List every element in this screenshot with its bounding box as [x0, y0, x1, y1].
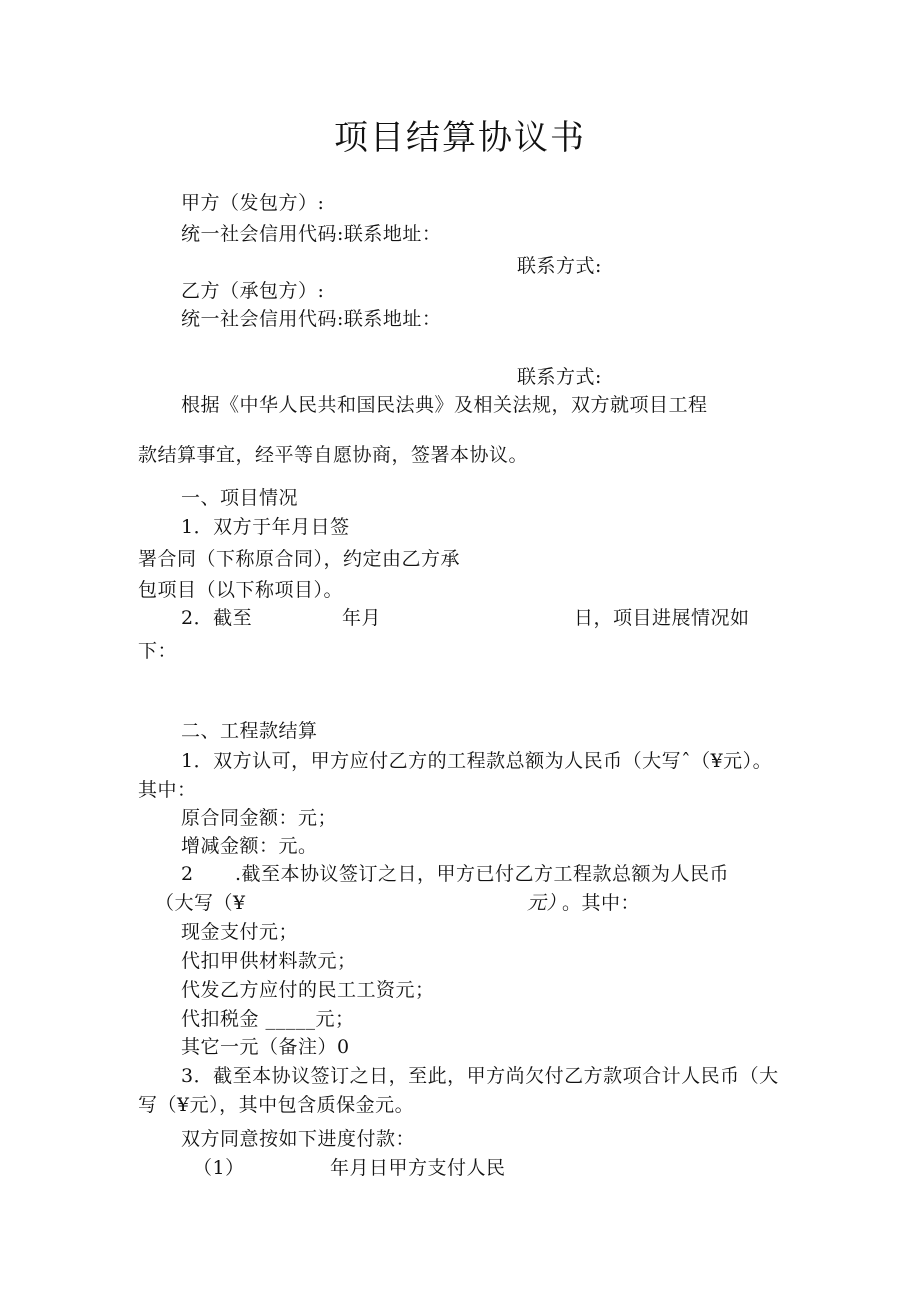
party-b-contact: 联系方式:: [517, 366, 602, 388]
section-1-item-2-line-2: 下：: [138, 640, 178, 662]
schedule-intro: 双方同意按如下进度付款：: [181, 1128, 416, 1150]
wages-payment: 代发乙方应付的民工工资元；: [181, 979, 435, 1001]
preamble-line-2: 款结算事宜，经平等自愿协商，签署本协议。: [138, 444, 529, 466]
section-1-item-1-line-3: 包项目（以下称项目）。: [138, 579, 344, 601]
materials-deduction: 代扣甲供材料款元；: [181, 950, 357, 972]
section-1-item-2-part-c: 日，项目进展情况如: [574, 607, 750, 629]
section-2-item-2-number: 2: [181, 863, 194, 885]
schedule-item-text: 年月日甲方支付人民: [330, 1157, 506, 1179]
party-a-label: 甲方（发包方）:: [181, 192, 325, 214]
section-2-heading: 二、工程款结算: [181, 720, 318, 742]
section-1-item-1-line-2: 署合同（下称原合同），约定由乙方承: [138, 548, 461, 570]
section-2-item-1-line-1: 1．双方认可，甲方应付乙方的工程款总额为人民币（大写ˆ（¥元）。: [181, 750, 773, 772]
other-payment: 其它一元（备注）0: [181, 1036, 350, 1058]
section-2-item-3-line-2: 写（¥元），其中包含质保金元。: [138, 1094, 415, 1116]
party-b-label: 乙方（承包方）:: [181, 280, 325, 302]
section-2-item-2-line-2-part-c: 。其中：: [562, 892, 641, 914]
original-contract-amount: 原合同金额：元；: [181, 807, 338, 829]
party-a-code-address: 统一社会信用代码:联系地址：: [181, 223, 442, 245]
section-1-heading: 一、项目情况: [181, 487, 299, 509]
change-amount: 增减金额：元。: [181, 835, 318, 857]
schedule-item-number: （1）: [193, 1157, 245, 1179]
section-2-item-2-line-1: .截至本协议签订之日，甲方已付乙方工程款总额为人民币: [235, 863, 730, 885]
section-2-item-2-line-2-part-b: 元）: [527, 892, 567, 914]
preamble-line-1: 根据《中华人民共和国民法典》及相关法规，双方就项目工程: [181, 394, 708, 416]
party-a-contact: 联系方式:: [517, 255, 602, 277]
section-1-item-2-part-a: 2．截至: [181, 607, 253, 629]
section-2-item-3-line-1: 3．截至本协议签订之日，至此，甲方尚欠付乙方款项合计人民币（大: [181, 1065, 779, 1087]
section-2-item-1-line-2: 其中：: [138, 779, 197, 801]
cash-payment: 现金支付元；: [181, 921, 299, 943]
document-title: 项目结算协议书: [334, 118, 586, 158]
party-b-code-address: 统一社会信用代码:联系地址：: [181, 308, 442, 330]
tax-deduction: 代扣税金 _____元；: [181, 1008, 355, 1030]
section-2-item-2-line-2-part-a: （大写（¥: [155, 892, 246, 914]
section-1-item-1-line-1: 1．双方于年月日签: [181, 516, 350, 538]
section-1-item-2-part-b: 年月: [342, 607, 382, 629]
